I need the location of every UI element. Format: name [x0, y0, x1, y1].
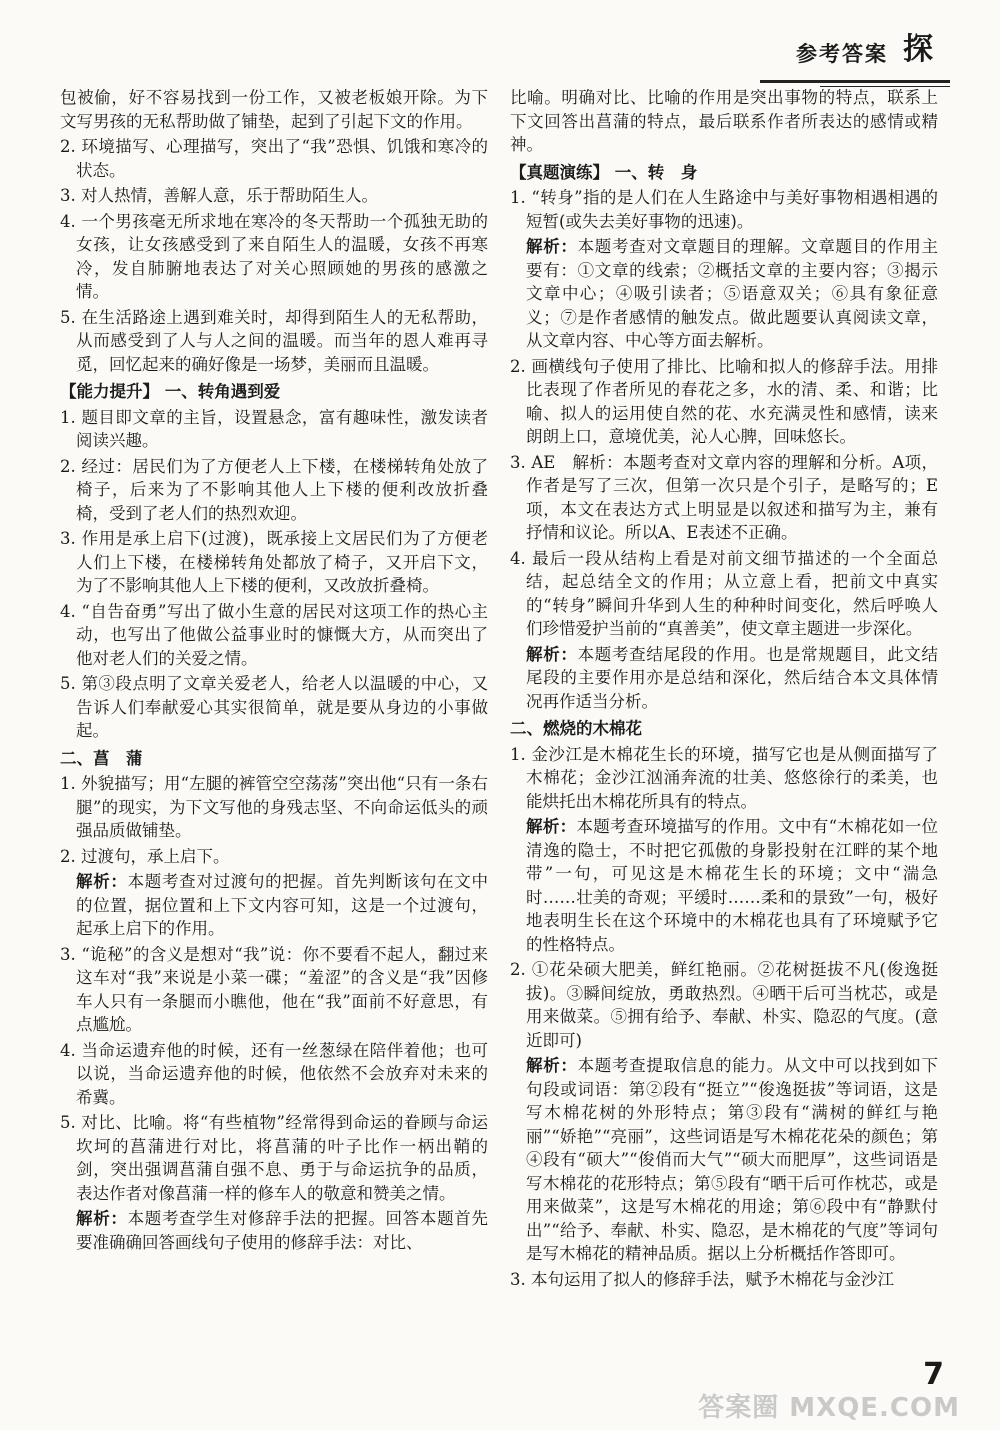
header-logo-icon: 探 — [903, 32, 933, 67]
watermark: 答案圈 MXQE.COM — [698, 1393, 960, 1423]
analysis-label: 解析： — [526, 237, 578, 256]
answer-item: 4. 当命运遗弃他的时候，还有一丝葱绿在陪伴着他；也可以说，当命运遗弃他的时候，他依然不会放弃对未来的希冀。 — [60, 1040, 488, 1107]
left-column — [60, 86, 488, 1256]
analysis-note — [60, 1207, 488, 1254]
answer-item: 3. “诡秘”的含义是想对“我”说：你不要看不起人，翻过来这车对“我”来说是小菜一碟；“羞涩”的含义是“我”因修车人只有一条腿而小瞧他，他在“我”面前不好意思，有点尴尬。 — [60, 944, 488, 1034]
analysis-text: 本题考查对文章题目的理解。文章题目的作用主要有：①文章的线索；②概括文章的主要内容；③揭示文章中心；④吸引读者；⑤语意双关；⑥具有象征意义；⑦是作者感情的触发点。做此题要认真阅读文章，从文章内容、中心等方面去解析。 — [526, 237, 939, 350]
analysis-text: 本题考查结尾段的作用。也是常规题目，此文结尾段的主要作用亦是总结和深化，然后结合本文具体情况再作适当分析。 — [526, 644, 939, 711]
analysis-label: 解析： — [526, 817, 577, 836]
answer-item: 4. 一个男孩毫无所求地在寒冷的冬天帮助一个孤独无助的女孩，让女孩感受到了来自陌生人的温暖，女孩不再寒冷，发自肺腑地表达了对关心照顾她的男孩的感激之情。 — [60, 211, 488, 301]
analysis-label: 解析： — [76, 1209, 128, 1228]
analysis-text: 本题考查对过渡句的把握。首先判断该句在文中的位置，据位置和上下文内容可知，这是一个过渡句，起承上启下的作用。 — [76, 872, 489, 938]
page-number: 7 — [923, 1357, 944, 1392]
section-heading: 【能力提升】 一、转角遇到爱 — [60, 382, 281, 401]
answer-item: 1. 题目即文章的主旨，设置悬念，富有趣味性，激发读者阅读兴趣。 — [60, 407, 488, 450]
answer-continuation: 包被偷，好不容易找到一份工作，又被老板娘开除。为下文写男孩的无私帮助做了铺垫，起到了引起下文的作用。 — [60, 88, 488, 131]
analysis-note — [510, 815, 938, 956]
answer-item: 1. 金沙江是木棉花生长的环境，描写它也是从侧面描写了木棉花；金沙江汹涌奔流的壮美、悠悠徐行的柔美，也能烘托出木棉花所具有的特点。 — [510, 744, 938, 811]
section-heading: 二、燃烧的木棉花 — [510, 719, 642, 738]
analysis-label: 解析： — [526, 1056, 578, 1075]
section-heading: 【真题演练】 一、转 身 — [510, 162, 698, 182]
analysis-label: 解析： — [526, 644, 578, 664]
analysis-note — [510, 643, 938, 714]
answer-item: 5. 第③段点明了文章关爱老人，给老人以温暖的中心，又告诉人们奉献爱心其实很简单，就是要从身边的小事做起。 — [60, 674, 488, 740]
answer-item: 2. 环境描写、心理描写，突出了“我”恐惧、饥饿和寒冷的状态。 — [60, 137, 488, 180]
page-header — [60, 18, 950, 74]
header-rule — [760, 80, 950, 83]
answer-item: 2. ①花朵硕大肥美，鲜红艳丽。②花树挺拔不凡(俊逸挺拔)。③瞬间绽放，勇敢热烈。④晒干后可当枕芯，或是用来做菜。⑤拥有给予、奉献、朴实、隐忍的气度。(意近即可) — [510, 960, 938, 1050]
answer-item: 3. 作用是承上启下(过渡)，既承接上文居民们为了方便老人们上下楼，在楼梯转角处都放了椅子，又开启下文，为了不影响其他人上下楼的便利，又改放折叠椅。 — [60, 529, 488, 595]
section-heading: 二、菖 蒲 — [60, 748, 143, 768]
answer-item: 5. 对比、比喻。将“有些植物”经常得到命运的眷顾与命运坎坷的菖蒲进行对比，将菖蒲的叶子比作一柄出鞘的剑，突出强调菖蒲自强不息、勇于与命运抗争的品质，表达作者对像菖蒲一样的修车人的敬意和赞美之情。 — [60, 1113, 488, 1203]
analysis-label: 解析： — [76, 872, 128, 891]
answer-item: 1. 外貌描写；用“左腿的裤管空空荡荡”突出他“只有一条右腿”的现实，为下文写他的身残志坚、不向命运低头的顽强品质做铺垫。 — [60, 774, 488, 840]
analysis-text: 本题考查学生对修辞手法的把握。回答本题首先要准确确回答画线句子使用的修辞手法：对比、 — [76, 1209, 489, 1252]
analysis-note — [60, 870, 488, 941]
analysis-text: 本题考查环境描写的作用。文中有“木棉花如一位清逸的隐士，不时把它孤傲的身影投射在江畔的某个地带”一句，可见这是木棉花生长的环境；文中“湍急时……壮美的奇观；平缓时……柔和的景致”一句，极好地表明生长在这个环境中的木棉花也具有了环境赋予它的性格特点。 — [526, 817, 939, 954]
answer-item: 2. 过渡句，承上启下。 — [60, 846, 230, 866]
answer-item: 4. “自告奋勇”写出了做小生意的居民对这项工作的热心主动，也写出了他做公益事业时的慷慨大方，从而突出了他对老人们的关爱之情。 — [60, 601, 488, 668]
header-title: 参考答案 — [796, 42, 888, 66]
analysis-note — [510, 1054, 938, 1266]
analysis-note — [510, 235, 938, 353]
right-column — [510, 86, 938, 1293]
answer-item: 3. AE 解析：本题考查对文章内容的理解和分析。A项，作者是写了三次，但第一次只是个引子，是略写的；E项，本文在表达方式上明显是以叙述和描写为主，兼有抒情和议论。所以A、E表述不正确。 — [510, 452, 938, 542]
analysis-text: 本题考查提取信息的能力。从文中可以找到如下句段或词语：第②段有“挺立”“俊逸挺拔”等词语，这是写木棉花树的外形特点；第③段有“满树的鲜红与艳丽”“娇艳”“亮丽”，这些词语是写木棉花花朵的颜色；第④段有“硕大”“俊俏而大气”“硕大而肥厚”，这些词语是写木棉花的花形特点；第⑤段有“晒干后可作枕芯，或是用来做菜”，这是写木棉花的用途；第⑥段中有“静默付出”“给予、奉献、朴实、隐忍，是木棉花的气度”等词句是写木棉花的精神品质。据以上分析概括作答即可。 — [526, 1056, 939, 1263]
answer-item: 2. 经过：居民们为了方便老人上下楼，在楼梯转角处放了椅子，后来为了不影响其他人上下楼的便利改放折叠椅，受到了老人们的热烈欢迎。 — [60, 456, 488, 523]
answer-item: 3. 本句运用了拟人的修辞手法，赋予木棉花与金沙江 — [510, 1269, 894, 1289]
answer-continuation: 比喻。明确对比、比喻的作用是突出事物的特点，联系上下文回答出菖蒲的特点，最后联系作者所表达的感情或精神。 — [510, 88, 938, 154]
answer-item: 2. 画横线句子使用了排比、比喻和拟人的修辞手法。用排比表现了作者所见的春花之多，水的清、柔、和谐；比喻、拟人的运用使自然的花、水充满灵性和感情，读来朗朗上口，意境优美，沁人心脾，回味悠长。 — [510, 356, 938, 446]
answer-item: 4. 最后一段从结构上看是对前文细节描述的一个全面总结，起总结全文的作用；从立意上看，把前文中真实的“转身”瞬间升华到人生的种种时间变化，然后呼唤人们珍惜爱护当前的“真善美”，使文章主题进一步深化。 — [510, 548, 938, 638]
answer-item: 3. 对人热情，善解人意，乐于帮助陌生人。 — [60, 186, 378, 205]
answer-item: 5. 在生活路途上遇到难关时，却得到陌生人的无私帮助，从而感受到了人与人之间的温暖。而当年的恩人难再寻觅，回忆起来的确好像是一场梦，美丽而且温暖。 — [60, 307, 488, 374]
answer-item: 1. “转身”指的是人们在人生路途中与美好事物相遇相遇的短暂(或失去美好事物的迅速)。 — [510, 188, 938, 231]
